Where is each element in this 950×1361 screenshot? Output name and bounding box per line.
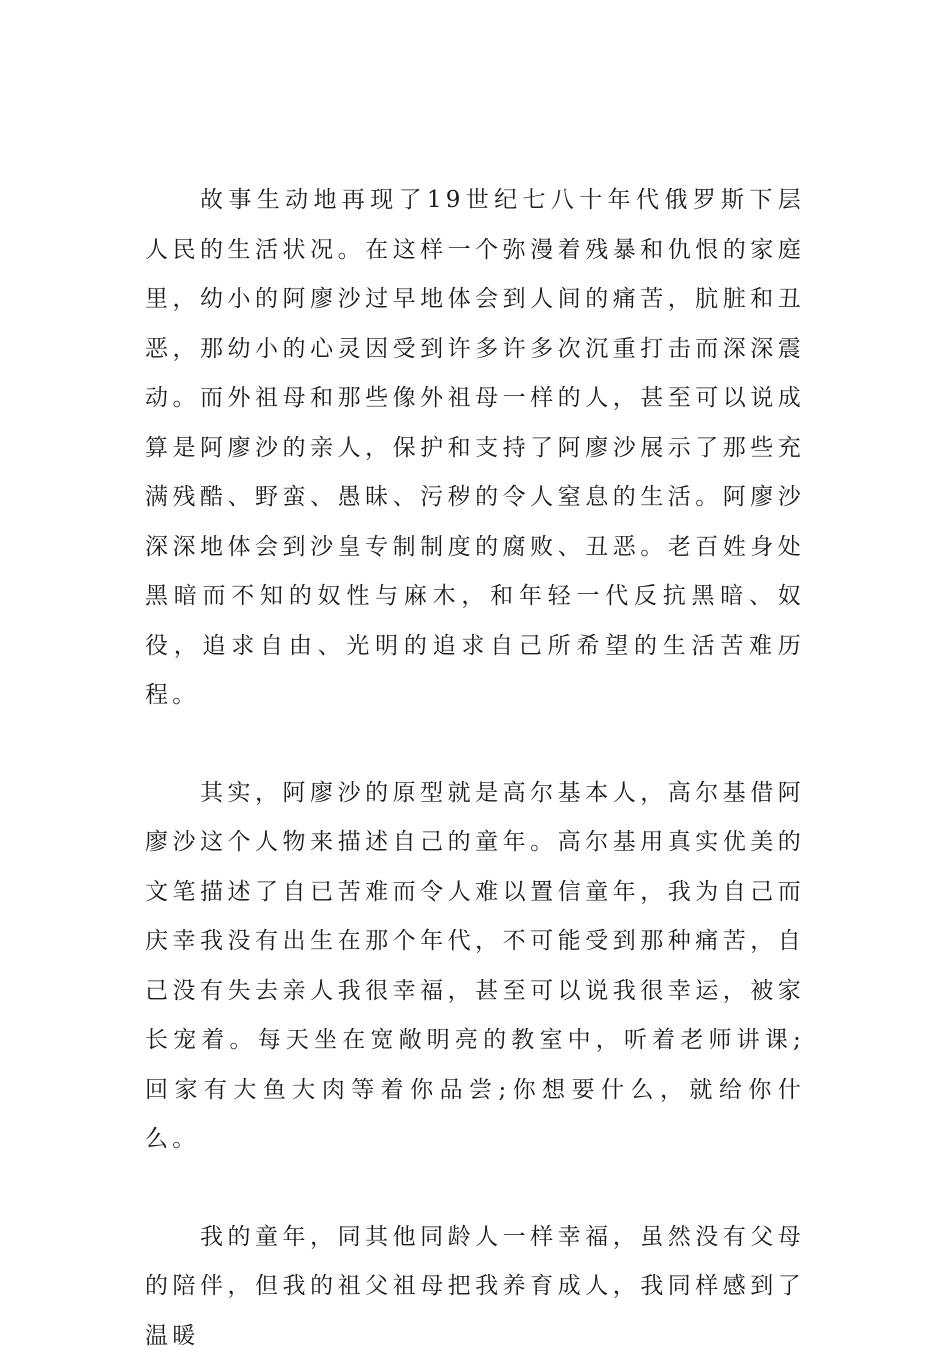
- document-body: [145, 176, 805, 1361]
- paragraph: 故事生动地再现了19世纪七八十年代俄罗斯下层人民的生活状况。在这样一个弥漫着残暴和仇恨的家庭里，幼小的阿廖沙过早地体会到人间的痛苦，肮脏和丑恶，那幼小的心灵因受到许多许多次沉重打击而深深震动。而外祖母和那些像外祖母一样的人，甚至可以说成算是阿廖沙的亲人，保护和支持了阿廖沙展示了那些充满残酷、野蛮、愚昧、污秽的令人窒息的生活。阿廖沙深深地体会到沙皇专制制度的腐败、丑恶。老百姓身处黑暗而不知的奴性与麻木，和年轻一代反抗黑暗、奴役，追求自由、光明的追求自己所希望的生活苦难历程。: [145, 176, 805, 721]
- paragraph: 其实，阿廖沙的原型就是高尔基本人，高尔基借阿廖沙这个人物来描述自己的童年。高尔基用真实优美的文笔描述了自已苦难而令人难以置信童年，我为自己而庆幸我没有出生在那个年代，不可能受到那种痛苦，自己没有失去亲人我很幸福，甚至可以说我很幸运，被家长宠着。每天坐在宽敞明亮的教室中，听着老师讲课;回家有大鱼大肉等着你品尝;你想要什么，就给你什么。: [145, 769, 805, 1165]
- paragraph: 我的童年，同其他同龄人一样幸福，虽然没有父母的陪伴，但我的祖父祖母把我养育成人，我同样感到了温暖: [145, 1213, 805, 1361]
